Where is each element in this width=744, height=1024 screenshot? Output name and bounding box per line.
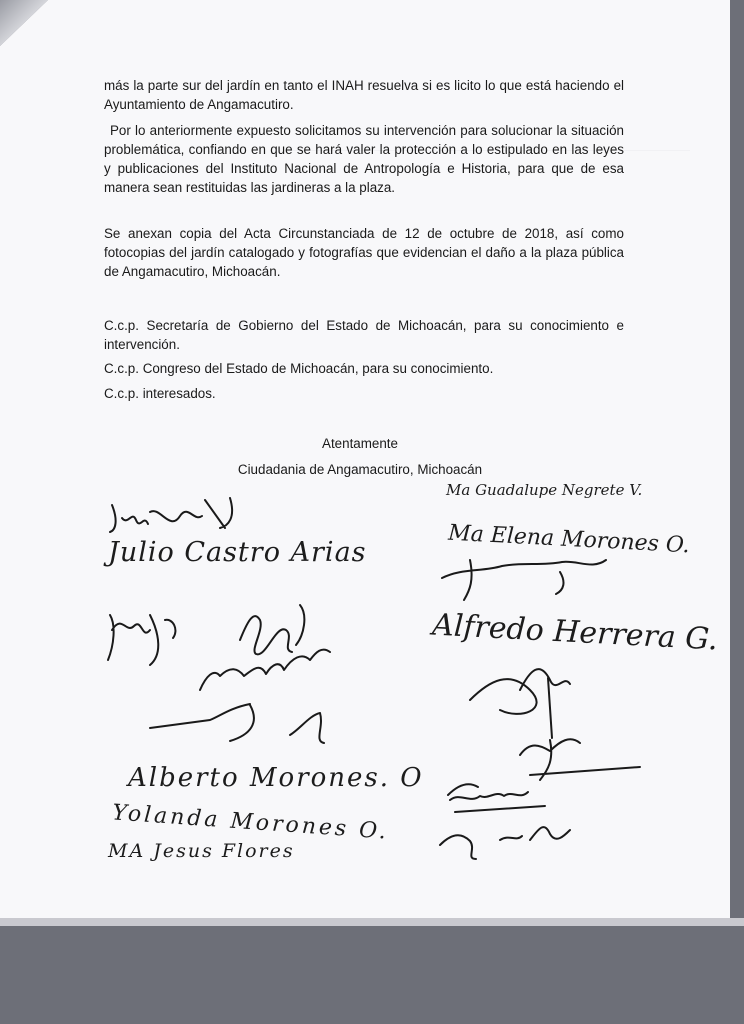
scribble-4 bbox=[200, 650, 330, 690]
paragraph-request: Por lo anteriormente expuesto solicitamos su intervención para solucionar la situación problemática, confiando en que se hará valer la protección a lo estipulado en las leyes y publicaciones del Instituto Nacional de Antropología e Historia, para que de esa manera sean restituidas las jardineras a la plaza. bbox=[104, 123, 624, 195]
scribble-8 bbox=[520, 739, 640, 780]
signatory-line: Ciudadania de Angamacutiro, Michoacán bbox=[237, 462, 483, 477]
signature-name-4: MA Jesus Flores bbox=[108, 840, 295, 862]
ccp-congreso: C.c.p. Congreso del Estado de Michoacán, para su conocimiento. bbox=[104, 361, 494, 376]
scribble-3 bbox=[240, 605, 304, 654]
signature-name-6: Ma Elena Morones O. bbox=[447, 520, 691, 559]
scribble-5 bbox=[150, 704, 324, 743]
signature-name-7: Alfredo Herrera G. bbox=[431, 607, 719, 658]
ccp-secretaria: C.c.p. Secretaría de Gobierno del Estado de Michoacán, para su conocimiento e intervención. bbox=[104, 318, 624, 352]
paragraph-annex: Se anexan copia del Acta Circunstanciada de 12 de octubre de 2018, así como fotocopias del jardín catalogado y fotografías que evidencian el daño a la plaza pública de Angamacutiro, Michoacán. bbox=[104, 226, 624, 279]
signature-name-1: Julio Castro Arias bbox=[108, 537, 367, 568]
closing: Atentamente bbox=[322, 436, 398, 451]
ccp-interesados: C.c.p. interesados. bbox=[104, 386, 216, 401]
scribble-1 bbox=[110, 498, 232, 532]
scribble-10 bbox=[440, 827, 570, 859]
signature-name-3: Yolanda Morones O. bbox=[111, 800, 390, 845]
scribble-9 bbox=[448, 784, 545, 812]
scribble-2 bbox=[108, 615, 175, 665]
signature-name-2: Alberto Morones. O bbox=[128, 763, 424, 793]
scribble-6 bbox=[442, 560, 606, 600]
paragraph-intro: más la parte sur del jardín en tanto el INAH resuelva si es licito lo que está haciendo el Ayuntamiento de Angamacutiro. bbox=[104, 78, 624, 112]
signature-name-5: Ma Guadalupe Negrete V. bbox=[446, 481, 643, 499]
page-edge bbox=[0, 918, 744, 926]
scribble-7 bbox=[470, 669, 570, 738]
